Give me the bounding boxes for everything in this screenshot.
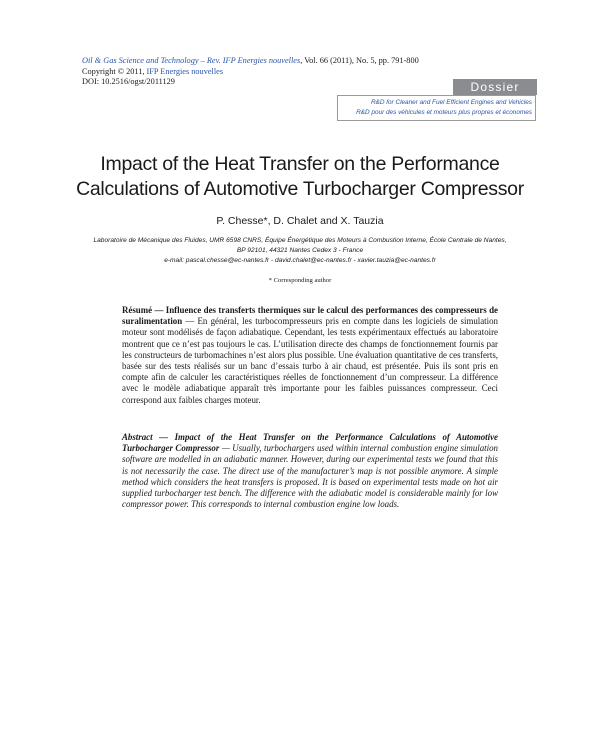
journal-name: Oil & Gas Science and Technology – Rev. IFP Energies nouvelles <box>82 56 301 65</box>
doi: DOI: 10.2516/ogst/2011129 <box>82 77 175 86</box>
resume-heading: Résumé — Influence des transferts thermiques sur le calcul des performances des compresseurs de suralimentation <box>122 305 498 327</box>
title-line-1: Impact of the Heat Transfer on the Performance <box>100 153 500 175</box>
corresponding-author-note: * Corresponding author <box>268 277 332 284</box>
dossier-label: Dossier <box>453 79 537 95</box>
dossier-line-fr: R&D pour des véhicules et moteurs plus propres et économes <box>356 109 532 116</box>
abstract-heading: Abstract — Impact of the Heat Transfer on the Performance Calculations of Automotive Turbocharger Compressor <box>122 432 498 454</box>
abstract-body: — Usually, turbochargers used within internal combustion engine simulation software are modelled in an adiabatic manner. However, during our experimental tests we found that this is not necessarily the case. The direct use of the manufacturer’s map is not possible anymore. A simple method which considers the heat transfers is proposed. It is based on experimental tests made on hot air supplied turbocharger test bench. The difference with the adiabatic model is considerable mainly for low compressor power. This corresponds to internal combustion engine low loads. <box>122 443 498 510</box>
abstract-paragraph <box>122 432 498 510</box>
resume-paragraph <box>122 305 498 406</box>
title-line-2: Calculations of Automotive Turbocharger Compressor <box>76 178 524 200</box>
email-line: e-mail: pascal.chesse@ec-nantes.fr - david.chalet@ec-nantes.fr - xavier.tauzia@ec-nantes.fr <box>164 257 436 264</box>
journal-header <box>82 56 419 88</box>
copyright-line <box>82 67 419 78</box>
resume-body: — En général, les turbocompresseurs pris en compte dans les logiciels de simulation moteur sont modélisés de façon adiabatique. Cependant, les tests expérimentaux effectués au laboratoire montrent que ce n’est pas toujours le cas. L’utilisation directe des champs de fonctionnement fournis par les constructeurs de turbomachines n’est alors plus possible. Une évaluation quantitative de ces transferts, basée sur des tests réalisés sur un banc d’essais turbo à air chaud, est présentée. Puis ils sont pris en compte afin de calculer les caractéristiques réelles de fonctionnement d’un compresseur. La différence avec le modèle adiabatique apparaît très importante pour les faibles puissances compresseur. Ceci correspond aux faibles charges moteur. <box>122 316 498 405</box>
journal-citation-line <box>82 56 419 67</box>
affiliation-line-2: BP 92101, 44321 Nantes Cedex 3 - France <box>236 246 364 254</box>
affiliation-line-1: Laboratoire de Mécanique des Fluides, UMR 6598 CNRS, Équipe Énergétique des Moteurs à Combustion Interne, École Centrale de Nantes, <box>93 237 507 244</box>
affiliation <box>60 236 540 266</box>
dossier-line-en: R&D for Cleaner and Fuel Efficient Engines and Vehicles <box>370 99 532 106</box>
copyright-holder-link[interactable]: IFP Energies nouvelles <box>146 66 224 76</box>
copyright-prefix: Copyright © 2011, <box>82 66 147 76</box>
authors: P. Chesse*, D. Chalet and X. Tauzia <box>216 215 384 227</box>
journal-details: , Vol. 66 (2011), No. 5, pp. 791-800 <box>300 56 419 65</box>
paper-title <box>0 152 600 202</box>
dossier-box <box>337 95 536 121</box>
